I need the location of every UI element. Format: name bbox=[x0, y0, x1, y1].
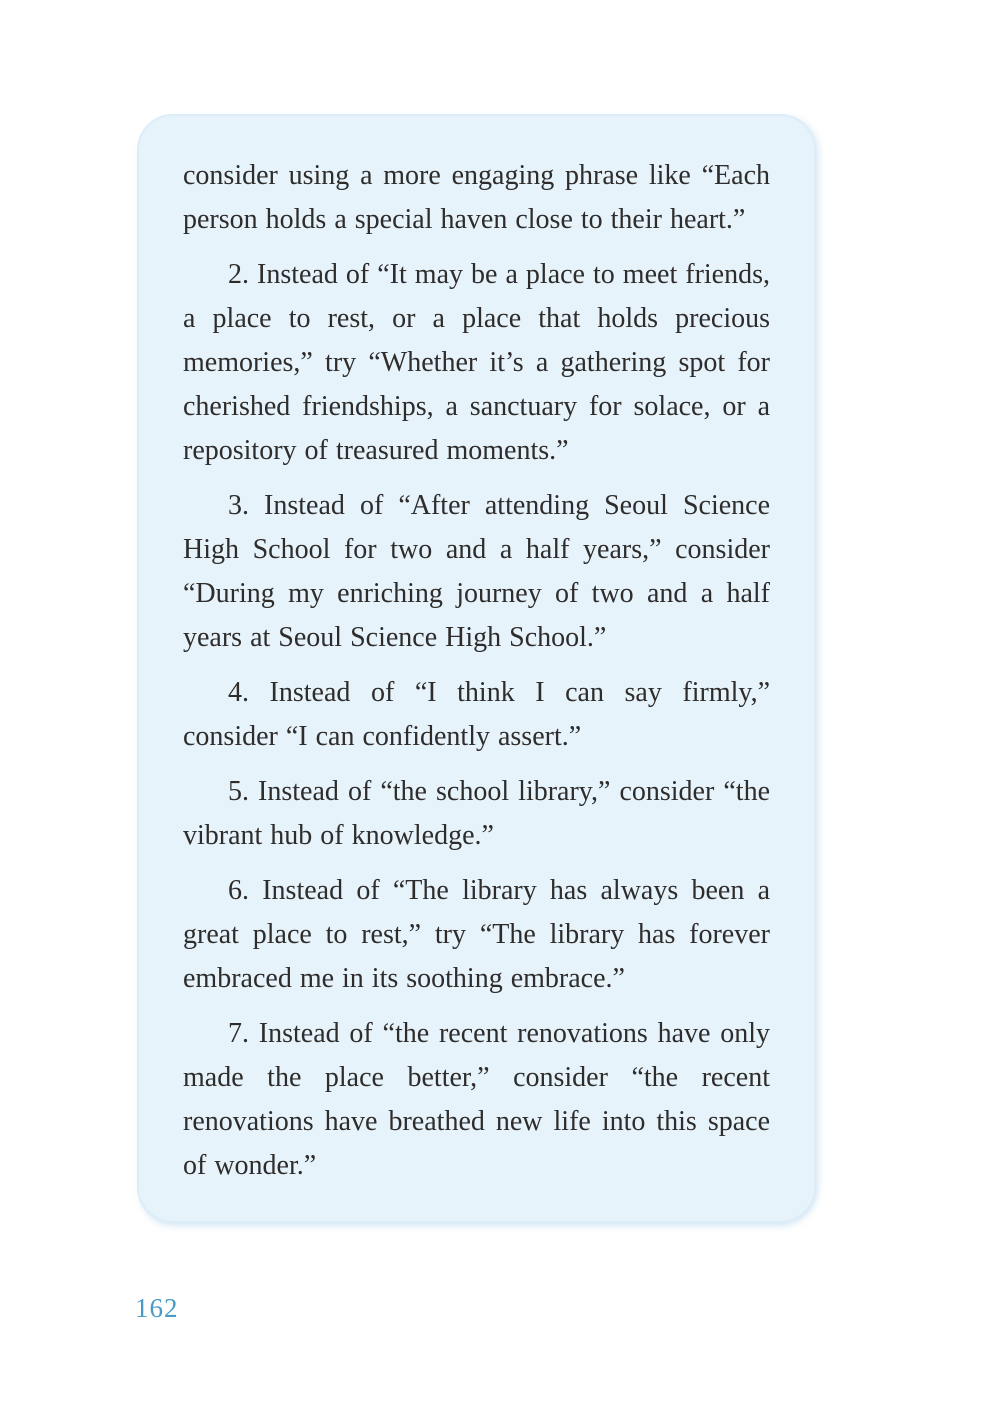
suggestion-paragraph-3: 3. Instead of “After attending Seoul Science High School for two and a half years,” consider “During my enriching journey of two and a half years at Seoul Science High School.” bbox=[183, 490, 770, 653]
suggestion-paragraph-continuation: consider using a more engaging phrase like “Each person holds a special haven close to their heart.” bbox=[183, 160, 770, 235]
suggestion-paragraph-5: 5. Instead of “the school library,” consider “the vibrant hub of knowledge.” bbox=[183, 776, 770, 851]
suggestion-paragraph-2: 2. Instead of “It may be a place to meet friends, a place to rest, or a place that holds precious memories,” try “Whether it’s a gathering spot for cherished friendships, a sanctuary for solace, or a repository of treasured moments.” bbox=[183, 259, 770, 466]
suggestion-paragraph-4: 4. Instead of “I think I can say firmly,” consider “I can confidently assert.” bbox=[183, 677, 770, 752]
suggestion-paragraph-7: 7. Instead of “the recent renovations have only made the place better,” consider “the recent renovations have breathed new life into this space of wonder.” bbox=[183, 1018, 770, 1181]
page-number: 162 bbox=[135, 1293, 179, 1323]
suggestion-paragraph-6: 6. Instead of “The library has always been a great place to rest,” try “The library has forever embraced me in its soothing embrace.” bbox=[183, 875, 770, 994]
suggestions-card bbox=[137, 114, 816, 1223]
